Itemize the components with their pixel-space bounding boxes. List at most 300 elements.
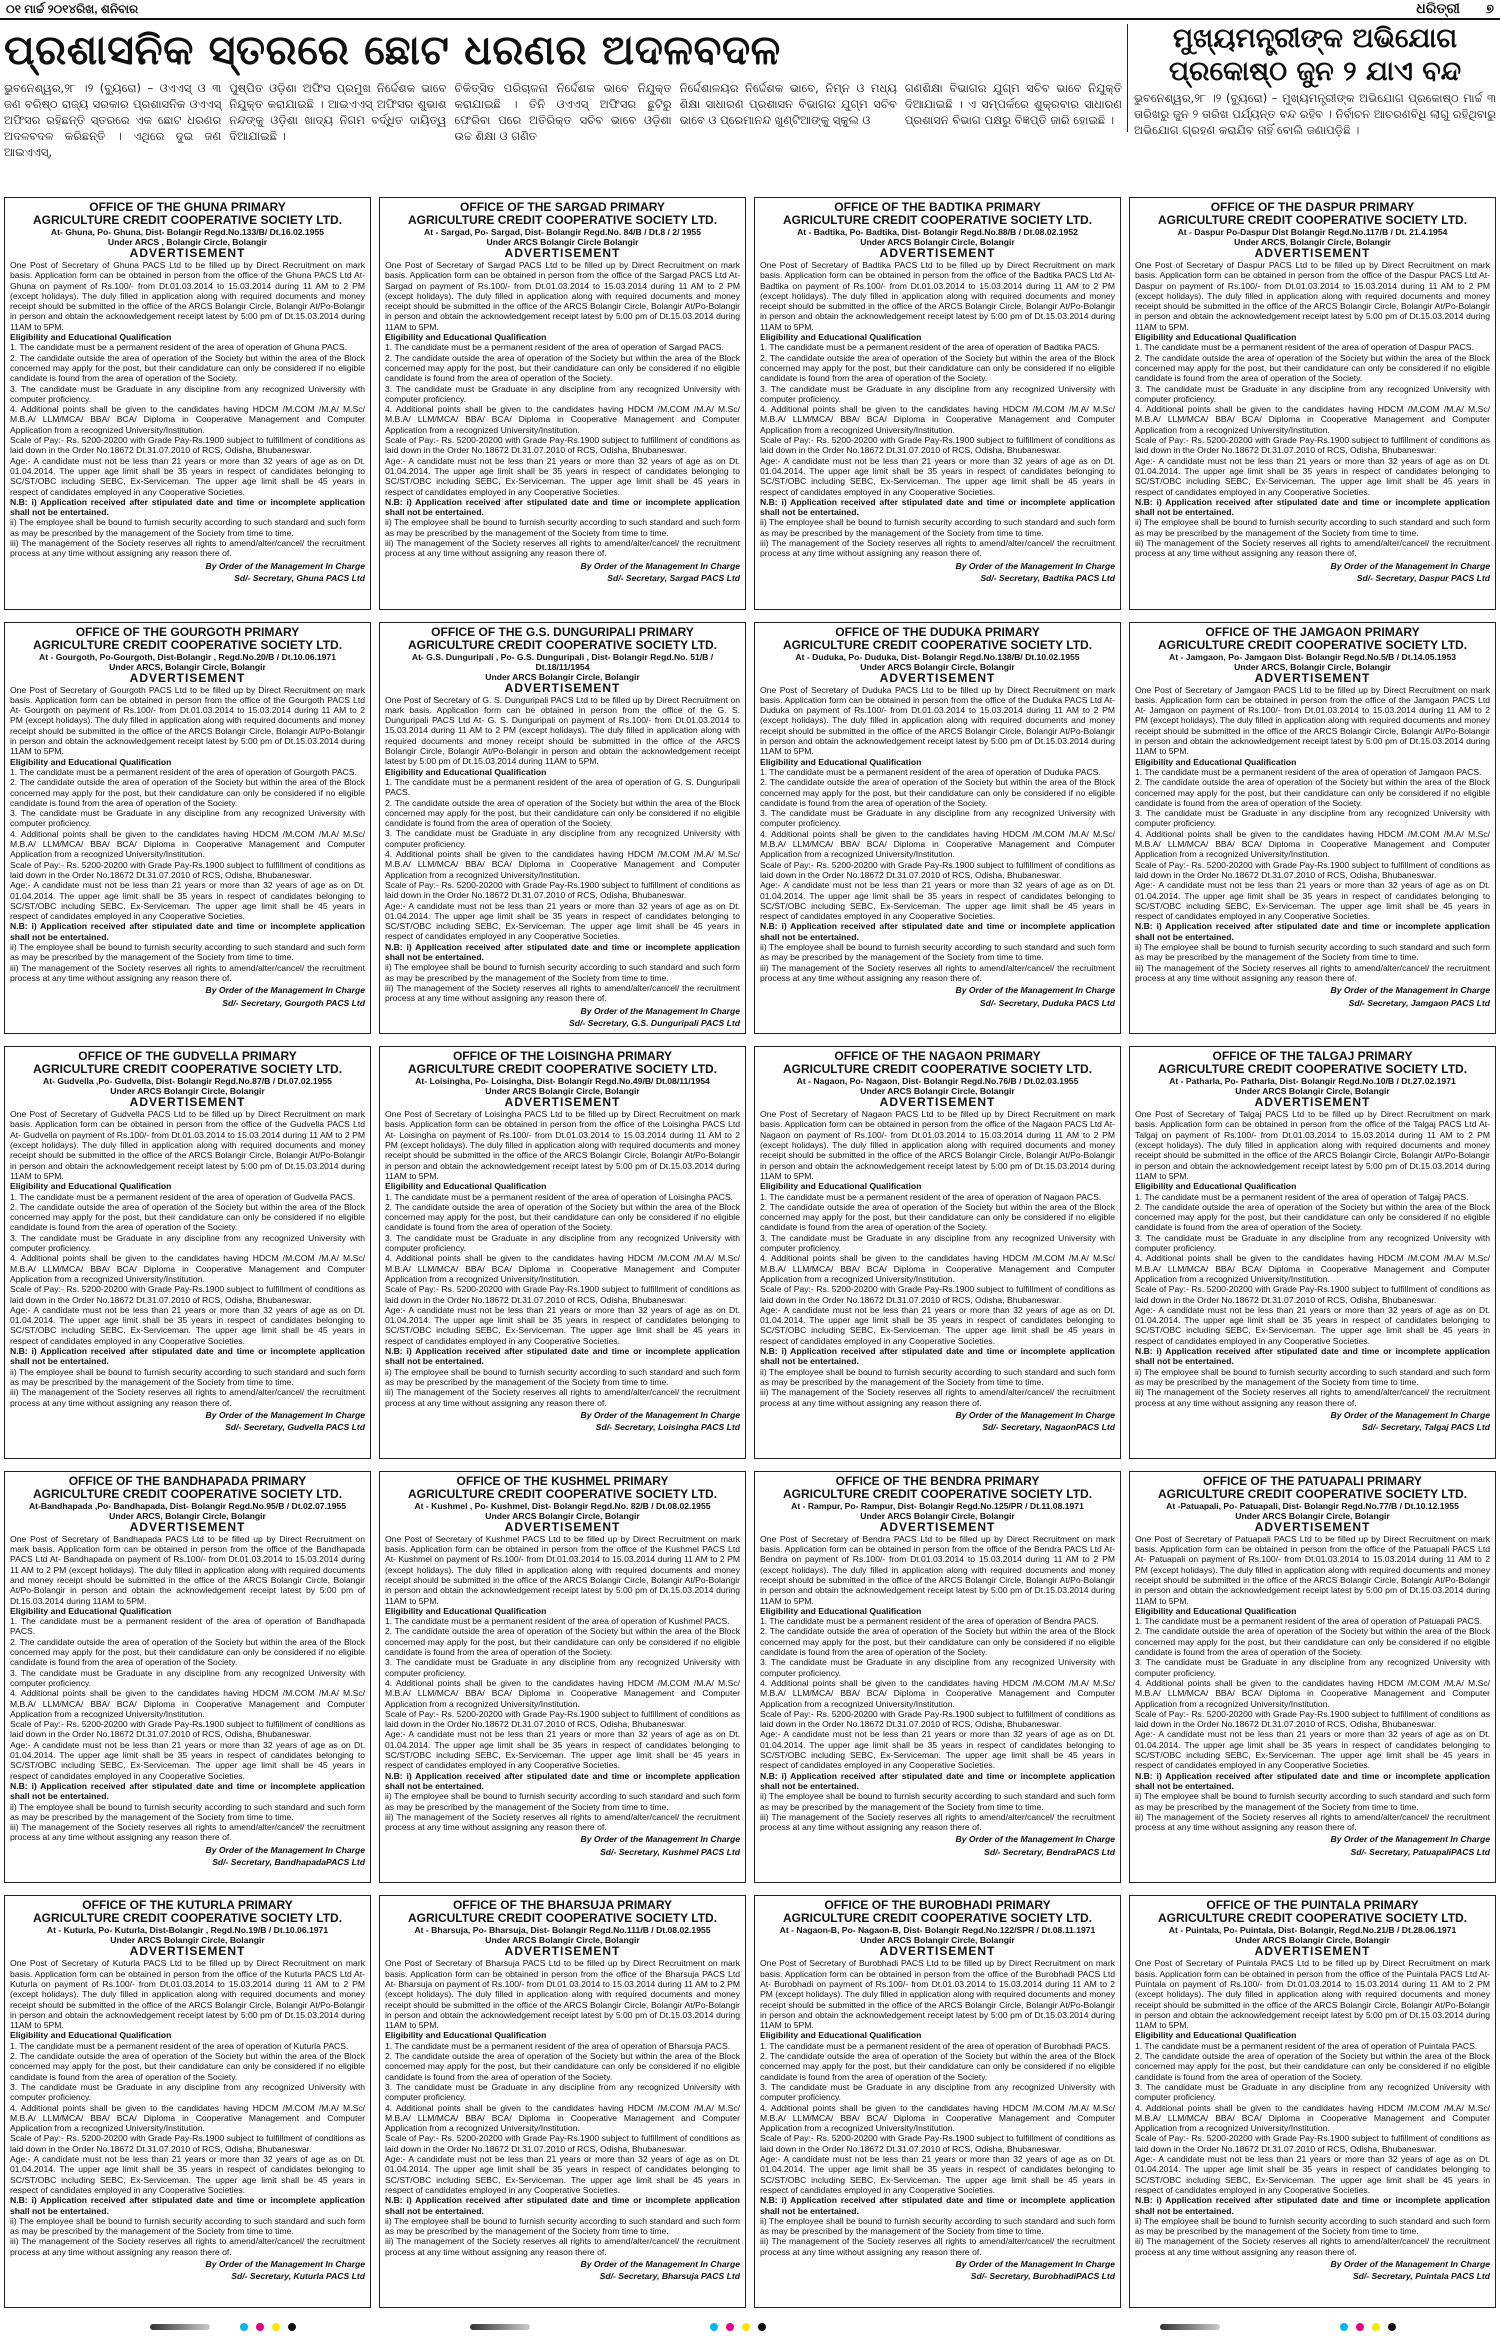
news-article-right xyxy=(1134,22,1496,137)
ad-eligibility-point: 1. The candidate must be a permanent resident of the area of operation of Ghuna PACS. xyxy=(10,342,347,353)
ad-note: N.B: i) Application received after stipulated date and time or incomplete application shall not be entertained. xyxy=(1135,1770,1490,1791)
ad-note: iii) The management of the Society reserves all rights to amend/alter/cancel/ the recruitment process at any time without assigning any reason there of. xyxy=(1135,2236,1490,2257)
advertisement-box xyxy=(4,197,371,610)
ad-eligibility-title: Eligibility and Educational Qualification xyxy=(385,2030,547,2041)
ad-intro: One Post of Secretary of Bharsuja PACS Ltd to be filled up by Direct Recruitment on mark basis. Application form can be obtained in person from the office of the Bharsuja PACS Ltd At- Bharsuja on payment of Rs.100/- from Dt.01.03.2014 to 15.03.2014 during 11 AM to 2 PM (except holidays). The duly filled in application along with required documents and money receipt should be submitted in the office of the ARCS Bolangir Circle, Bolangir At/Po-Bolangir in person and obtain the acknowledgement receipt latest by 5:00 pm of Dt.15.03.2014 during 11AM to 5PM. xyxy=(385,1958,740,2031)
print-registration-strip xyxy=(0,2318,1500,2339)
ad-intro: One Post of Secretary of Kuturla PACS Ltd to be filled up by Direct Recruitment on mark basis. Application form can be obtained in person from the office of the Kuturla PACS Ltd At- Kuturla on payment of Rs.100/- from Dt.01.03.2014 to 15.03.2014 during 11 AM to 2 PM (except holidays). The duly filled in application along with required documents and money receipt should be submitted in the office of the ARCS Bolangir Circle, Bolangir At/Po-Bolangir in person and obtain the acknowledgement receipt latest by 5:00 pm of Dt.15.03.2014 during 11AM to 5PM. xyxy=(10,1958,365,2031)
ad-signature: Sd/- Secretary, Puintala PACS Ltd xyxy=(1352,2271,1490,2282)
advertisement-box xyxy=(379,1046,746,1459)
ad-note: iii) The management of the Society reserves all rights to amend/alter/cancel/ the recruitment process at any time without assigning any reason there of. xyxy=(385,1811,740,1833)
ad-pay-scale: Scale of Pay:- Rs. 5200-20200 with Grade Pay-Rs.1900 subject to fulfillment of conditions as laid down in the Order No.18672 Dt.31.07.2010 of RCS, Odisha, Bhubaneswar. xyxy=(385,879,740,901)
news-body-right: ଭୁବନେଶ୍ୱର,୨୮ ।୨ (ବ୍ୟୁରୋ) – ମୁଖ୍ୟମନ୍ତ୍ରୀଙ୍କ ଅଭିଯୋଗ ପ୍ରକୋଷ୍ଠ ମାର୍ଚ୍ଚ ୩ ତାରିଖରୁ ଜୁନ ୨ ତାରିଖ ପର୍ଯ୍ୟନ୍ତ ବନ୍ଦ ରହିବ । ନିର୍ବାଚନ ଆଚରଣବିଧି ଲାଗୁ ରହିଥିବାରୁ ଅଭିଯୋଗ ଗ୍ରହଣ କରାଯିବ ନାହିଁ ବୋଲି ଜଣାପଡ଼ିଛି । xyxy=(1134,91,1496,137)
ad-circle: Under ARCS Bolangir Circle, Bolangir xyxy=(485,671,640,682)
ad-title: AGRICULTURE CREDIT COOPERATIVE SOCIETY LTD. xyxy=(32,1486,343,1501)
ad-note: ii) The employee shall be bound to furnish security according to such standard and such form as may be prescribed by the management of the Society from time to time. xyxy=(10,517,365,538)
ad-eligibility-point: 1. The candidate must be a permanent resident of the area of operation of Gudvella PACS. xyxy=(10,1191,356,1202)
ad-intro: One Post of Secretary of Bendra PACS Ltd to be filled up by Direct Recruitment on mark basis. Application form can be obtained in person from the office of the Bendra PACS Ltd At- Bendra on payment of Rs.100/- from Dt.01.03.2014 to 15.03.2014 during 11 AM to 2 PM (except holidays). The duly filled in application along with required documents and money receipt should be submitted in the office of the ARCS Bolangir Circle, Bolangir At/Po-Bolangir in person and obtain the acknowledgement receipt latest by 5:00 pm of Dt.15.03.2014 during 11AM to 5PM. xyxy=(760,1533,1115,1606)
ad-intro: One Post of Secretary of Patuapali PACS Ltd to be filled up by Direct Recruitment on mark basis. Application form can be obtained in person from the office of the Patuapali PACS Ltd At- Patuapali on payment of Rs.100/- from Dt.01.03.2014 to 15.03.2014 during 11 AM to 2 PM (except holidays). The duly filled in application along with required documents and money receipt should be submitted in the office of the ARCS Bolangir Circle, Bolangir At/Po-Bolangir in person and obtain the acknowledgement receipt latest by 5:00 pm of Dt.15.03.2014 during 11AM to 5PM. xyxy=(1135,1533,1490,1606)
ad-address: At - Rampur, Po- Rampur, Dist- Bolangir Regd.No.125/PR / Dt.11.08.1971 xyxy=(791,1500,1084,1511)
ad-order-line: By Order of the Management In Charge xyxy=(580,560,740,571)
ad-age-limit: Age:- A candidate must not be less than 21 years or more than 32 years of age as on Dt. 01.04.2014. The upper age limit shall be 35 years in respect of candidates belonging to SC/ST/OBC including SEBC, Ex-Serviceman. The upper age limit shall be 45 years in respect of candidates employed in any Cooperative Societies. xyxy=(760,880,1115,922)
masthead-rule xyxy=(0,18,1500,20)
ad-order-line: By Order of the Management In Charge xyxy=(580,1005,740,1016)
ad-eligibility-point: 1. The candidate must be a permanent resident of the area of operation of Sargad PACS. xyxy=(385,342,724,353)
ad-title: OFFICE OF THE BADTIKA PRIMARY xyxy=(834,200,1041,214)
ad-note: ii) The employee shall be bound to furnish security according to such standard and such form as may be prescribed by the management of the Society from time to time. xyxy=(385,2215,740,2237)
magenta-dot xyxy=(1356,2323,1364,2331)
ad-eligibility-title: Eligibility and Educational Qualification xyxy=(10,2030,172,2041)
ad-note: N.B: i) Application received after stipulated date and time or incomplete application shall not be entertained. xyxy=(10,496,365,518)
ad-kind: ADVERTISEMENT xyxy=(129,1944,246,1959)
ad-note: N.B: i) Application received after stipulated date and time or incomplete application shall not be entertained. xyxy=(1135,1346,1490,1367)
ad-note: ii) The employee shall be bound to furnish security according to such standard and such form as may be prescribed by the management of the Society from time to time. xyxy=(385,517,740,538)
ad-title: OFFICE OF THE DASPUR PRIMARY xyxy=(1210,200,1415,214)
advertisement-box xyxy=(1129,1046,1496,1459)
ad-eligibility-point: 2. The candidate outside the area of operation of the Society but within the area of the Block concerned may apply for the post, but their candidature can only be considered if no eligible candidate is found from the area of operation of the Society. xyxy=(10,352,365,384)
ad-eligibility-point: 4. Additional points shall be given to the candidates having HDCM /M.COM /M.A/ M.Sc/ M.B.A/ LLM/MCA/ BBA/ BCA/ Diploma in Cooperative Management and Computer Application from a recognized University/Institution. xyxy=(385,1677,740,1709)
ad-kind: ADVERTISEMENT xyxy=(129,670,246,685)
ad-title: OFFICE OF THE GOURGOTH PRIMARY xyxy=(75,624,300,639)
ad-eligibility-point: 3. The candidate must be Graduate in any discipline from any recognized University with computer proficiency. xyxy=(1135,2081,1490,2103)
ad-eligibility-point: 4. Additional points shall be given to the candidates having HDCM /M.COM /M.A/ M.Sc/ M.B.A/ LLM/MCA/ BBA/ BCA/ Diploma in Cooperative Management and Computer Application from a recognized University/Institution. xyxy=(1135,404,1490,435)
ad-pay-scale: Scale of Pay:- Rs. 5200-20200 with Grade Pay-Rs.1900 subject to fulfillment of conditions as laid down in the Order No.18672 Dt.31.07.2010 of RCS, Odisha, Bhubaneswar. xyxy=(760,1284,1115,1305)
ad-signature: Sd/- Secretary, Ghuna PACS Ltd xyxy=(234,572,365,583)
ad-signature: Sd/- Secretary, Sargad PACS Ltd xyxy=(607,572,740,583)
ad-address: At - Daspur Po-Daspur Dist Bolangir Regd.No.117/B / Dt. 21.4.1954 xyxy=(1177,227,1448,237)
ad-signature: Sd/- Secretary, PatuapaliPACS Ltd xyxy=(1350,1846,1490,1857)
ad-title: AGRICULTURE CREDIT COOPERATIVE SOCIETY LTD. xyxy=(32,1911,343,1926)
ad-intro: One Post of Secretary of G. S. Dunguripali PACS Ltd to be filled up by Direct Recruitment on mark basis. Application form can be obtained in person from the office of the G. S. Dunguripali PACS Ltd At- G. S. Dunguripali on payment of Rs.100/- from Dt.01.03.2014 to 15.03.2014 during 11 AM to 2 PM (except holidays). The duly filled in application along with required documents and money receipt should be submitted in the office of the ARCS Bolangir Circle, Bolangir At/Po-Bolangir in person and obtain the acknowledgement receipt latest by 5:00 pm of Dt.15.03.2014 during 11AM to 5PM. xyxy=(385,694,740,767)
advertisement-box xyxy=(1129,197,1496,610)
ad-pay-scale: Scale of Pay:- Rs. 5200-20200 with Grade Pay-Rs.1900 subject to fulfillment of conditions as laid down in the Order No.18672 Dt.31.07.2010 of RCS, Odisha, Bhubaneswar. xyxy=(1135,1284,1490,1305)
yellow-dot xyxy=(1372,2323,1380,2331)
ad-title: AGRICULTURE CREDIT COOPERATIVE SOCIETY LTD. xyxy=(1157,637,1468,652)
news-body-columns xyxy=(4,80,1123,159)
ad-signature: Sd/- Secretary, Daspur PACS Ltd xyxy=(1356,572,1490,583)
ad-note: N.B: i) Application received after stipulated date and time or incomplete application shall not be entertained. xyxy=(1135,2195,1490,2216)
ad-address: At - Kushmel , Po- Kushmel, Dist- Bolangir Regd.No. 82/B / Dt.08.02.1955 xyxy=(414,1500,711,1511)
ad-note: ii) The employee shall be bound to furnish security according to such standard and such form as may be prescribed by the management of the Society from time to time. xyxy=(1135,1366,1490,1387)
ad-circle: Under ARCS Bolangir Circle, Bolangir xyxy=(110,1935,265,1946)
ad-intro: One Post of Secretary of Kushmel PACS Ltd to be filled up by Direct Recruitment on mark basis. Application form can be obtained in person from the office of the Kushmel PACS Ltd At- Kushmel on payment of Rs.100/- from Dt.01.03.2014 to 15.03.2014 during 11 AM to 2 PM (except holidays). The duly filled in application along with required documents and money receipt should be submitted in the office of the ARCS Bolangir Circle, Bolangir At/Po-Bolangir in person and obtain the acknowledgement receipt latest by 5:00 pm of Dt.15.03.2014 during 11AM to 5PM. xyxy=(385,1533,740,1606)
advertisement-box xyxy=(1129,1895,1496,2308)
cyan-dot xyxy=(240,2323,248,2331)
ad-eligibility-point: 1. The candidate must be a permanent resident of the area of operation of Kuturla PACS. xyxy=(10,2040,349,2051)
ad-eligibility-title: Eligibility and Educational Qualification xyxy=(1135,1181,1297,1192)
ad-note: iii) The management of the Society reserves all rights to amend/alter/cancel/ the recruitment process at any time without assigning any reason there of. xyxy=(385,982,740,1004)
ad-note: ii) The employee shall be bound to furnish security according to such standard and such form as may be prescribed by the management of the Society from time to time. xyxy=(760,1366,1115,1387)
ad-address: At - Sargad, Po- Sargad, Dist- Bolangir Regd.No. 84/B / Dt.8 / 2/ 1955 xyxy=(424,227,701,237)
ad-address: At- Loisingha, Po- Loisingha, Dist- Bolangir Regd.No.49/B/ Dt.08/11/1954 xyxy=(415,1076,710,1087)
ad-note: ii) The employee shall be bound to furnish security according to such standard and such form as may be prescribed by the management of the Society from time to time. xyxy=(385,962,740,983)
ad-pay-scale: Scale of Pay:- Rs. 5200-20200 with Grade Pay-Rs.1900 subject to fulfillment of conditions as laid down in the Order No.18672 Dt.31.07.2010 of RCS, Odisha, Bhubaneswar. xyxy=(760,435,1115,456)
ad-pay-scale: Scale of Pay:- Rs. 5200-20200 with Grade Pay-Rs.1900 subject to fulfillment of conditions as laid down in the Order No.18672 Dt.31.07.2010 of RCS, Odisha, Bhubaneswar. xyxy=(10,1719,365,1740)
ad-kind: ADVERTISEMENT xyxy=(879,670,996,685)
ad-eligibility-title: Eligibility and Educational Qualification xyxy=(760,1181,922,1192)
ad-circle: Under ARCS Bolangir Circle, Bolangir xyxy=(860,1086,1015,1097)
ad-intro: One Post of Secretary of Badtika PACS Ltd to be filled up by Direct Recruitment on mark basis. Application form can be obtained in person from the office of the Badtika PACS Ltd At- Badtika on payment of Rs.100/- from Dt.01.03.2014 to 15.03.2014 during 11 AM to 2 PM (except holidays). The duly filled in application along with required documents and money receipt should be submitted in the office of the ARCS Bolangir Circle, Bolangir At/Po-Bolangir in person and obtain the acknowledgement receipt latest by 5:00 pm of Dt.15.03.2014 during 11AM to 5PM. xyxy=(760,260,1115,332)
ad-signature: Sd/- Secretary, Talgaj PACS Ltd xyxy=(1361,1422,1490,1433)
ad-eligibility-title: Eligibility and Educational Qualification xyxy=(760,332,922,343)
issue-date: ୦୧ ମାର୍ଚ୍ଚ ୨୦୧୪ରିଖ, ଶନିବାର xyxy=(6,2,139,16)
advertisement-box xyxy=(4,1471,371,1884)
ad-order-line: By Order of the Management In Charge xyxy=(955,560,1115,571)
ad-age-limit: Age:- A candidate must not be less than 21 years or more than 32 years of age as on Dt. 01.04.2014. The upper age limit shall be 35 years in respect of candidates belonging to SC/ST/OBC including SEBC, Ex-Serviceman. The upper age limit shall be 45 years in respect of candidates employed in any Cooperative Societies. xyxy=(10,1304,365,1346)
ad-eligibility-title: Eligibility and Educational Qualification xyxy=(385,332,547,343)
page-number: ୭ xyxy=(1486,1,1494,16)
ad-eligibility-point: 4. Additional points shall be given to the candidates having HDCM /M.COM /M.A/ M.Sc/ M.B.A/ LLM/MCA/ BBA/ BCA/ Diploma in Cooperative Management and Computer Application from a recognized University/Institution. xyxy=(385,2102,740,2134)
ad-note: iii) The management of the Society reserves all rights to amend/alter/cancel/ the recruitment process at any time without assigning any reason there of. xyxy=(10,962,365,983)
advertisement-box xyxy=(4,622,371,1035)
ad-intro: One Post of Secretary of Duduka PACS Ltd to be filled up by Direct Recruitment on mark basis. Application form can be obtained in person from the office of the Duduka PACS Ltd At- Duduka on payment of Rs.100/- from Dt.01.03.2014 to 15.03.2014 during 11 AM to 2 PM (except holidays). The duly filled in application along with required documents and money receipt should be submitted in the office of the ARCS Bolangir Circle, Bolangir At/Po-Bolangir in person and obtain the acknowledgement receipt latest by 5:00 pm of Dt.15.03.2014 during 11AM to 5PM. xyxy=(760,684,1115,757)
ad-eligibility-point: 3. The candidate must be Graduate in any discipline from any recognized University with computer proficiency. xyxy=(385,383,740,404)
ad-order-line: By Order of the Management In Charge xyxy=(580,1834,740,1845)
ad-address: At - Jamgaon, Po- Jamgaon Dist- Bolangir Regd.No.5/B / Dt.14.05.1953 xyxy=(1169,651,1456,662)
ad-pay-scale: Scale of Pay:- Rs. 5200-20200 with Grade Pay-Rs.1900 subject to fulfillment of conditions as laid down in the Order No.18672 Dt.31.07.2010 of RCS, Odisha, Bhubaneswar. xyxy=(10,435,365,456)
ad-note: N.B: i) Application received after stipulated date and time or incomplete application shall not be entertained. xyxy=(760,1346,1115,1367)
ad-title: OFFICE OF THE DUDUKA PRIMARY xyxy=(835,624,1040,639)
ad-eligibility-point: 3. The candidate must be Graduate in any discipline from any recognized University with computer proficiency. xyxy=(1135,383,1490,404)
advertisement-grid xyxy=(4,197,1496,2308)
ad-eligibility-point: 4. Additional points shall be given to the candidates having HDCM /M.COM /M.A/ M.Sc/ M.B.A/ LLM/MCA/ BBA/ BCA/ Diploma in Cooperative Management and Computer Application from a recognized University/Institution. xyxy=(1135,1253,1490,1284)
ad-age-limit: Age:- A candidate must not be less than 21 years or more than 32 years of age as on Dt. 01.04.2014. The upper age limit shall be 35 years in respect of candidates belonging to SC/ST/OBC including SEBC, Ex-Serviceman. The upper age limit shall be 45 years in respect of candidates employed in any Cooperative Societies. xyxy=(10,2154,365,2195)
ad-age-limit: Age:- A candidate must not be less than 21 years or more than 32 years of age as on Dt. 01.04.2014. The upper age limit shall be 35 years in respect of candidates belonging to SC/ST/OBC including SEBC, Ex-Serviceman. The upper age limit shall be 45 years in respect of candidates employed in any Cooperative Societies. xyxy=(10,455,365,497)
ad-pay-scale: Scale of Pay:- Rs. 5200-20200 with Grade Pay-Rs.1900 subject to fulfillment of conditions as laid down in the Order No.18672 Dt.31.07.2010 of RCS, Odisha, Bhubaneswar. xyxy=(1135,435,1490,456)
ad-note: N.B: i) Application received after stipulated date and time or incomplete application shall not be entertained. xyxy=(385,2195,740,2216)
ad-circle: Under ARCS Bolangir Circle, Bolangir xyxy=(860,1935,1015,1946)
ad-eligibility-point: 1. The candidate must be a permanent resident of the area of operation of Bandhapada PACS. xyxy=(10,1616,365,1637)
ad-eligibility-point: 4. Additional points shall be given to the candidates having HDCM /M.COM /M.A/ M.Sc/ M.B.A/ LLM/MCA/ BBA/ BCA/ Diploma in Cooperative Management and Computer Application from a recognized University/Institution. xyxy=(760,828,1115,860)
ad-age-limit: Age:- A candidate must not be less than 21 years or more than 32 years of age as on Dt. 01.04.2014. The upper age limit shall be 35 years in respect of candidates belonging to SC/ST/OBC including SEBC, Ex-Serviceman. The upper age limit shall be 45 years in respect of candidates employed in any Cooperative Societies. xyxy=(1135,880,1490,922)
ad-eligibility-title: Eligibility and Educational Qualification xyxy=(1135,1605,1297,1616)
ad-note: ii) The employee shall be bound to furnish security according to such standard and such form as may be prescribed by the management of the Society from time to time. xyxy=(1135,1791,1490,1812)
ad-order-line: By Order of the Management In Charge xyxy=(955,2259,1115,2269)
ad-title: AGRICULTURE CREDIT COOPERATIVE SOCIETY LTD. xyxy=(407,213,718,227)
ad-signature: Sd/- Secretary, Duduka PACS Ltd xyxy=(979,997,1115,1008)
ad-note: ii) The employee shall be bound to furnish security according to such standard and such form as may be prescribed by the management of the Society from time to time. xyxy=(385,1791,740,1812)
ad-age-limit: Age:- A candidate must not be less than 21 years or more than 32 years of age as on Dt. 01.04.2014. The upper age limit shall be 35 years in respect of candidates belonging to SC/ST/OBC including SEBC, Ex-Serviceman. The upper age limit shall be 45 years in respect of candidates employed in any Cooperative Societies. xyxy=(760,1304,1115,1346)
ad-signature: Sd/- Secretary, BandhapadaPACS Ltd xyxy=(212,1857,365,1867)
ad-eligibility-point: 2. The candidate outside the area of operation of the Society but within the area of the Block concerned may apply for the post, but their candidature can only be considered if no eligible candidate is found from the area of operation of the Society. xyxy=(385,2051,740,2082)
ad-intro: One Post of Secretary of Ghuna PACS Ltd to be filled up by Direct Recruitment on mark basis. Application form can be obtained in person from the office of the Ghuna PACS Ltd At- Ghuna on payment of Rs.100/- from Dt.01.03.2014 to 15.03.2014 during 11 AM to 2 PM (except holidays). The duly filled in application along with required documents and money receipt should be submitted in the office of the ARCS Bolangir Circle, Bolangir At/Po-Bolangir in person and obtain the acknowledgement receipt latest by 5:00 pm of Dt.15.03.2014 during 11AM to 5PM. xyxy=(10,260,365,332)
news-column: ପୁଷ୍ପିତ ଓଡ଼ିଶା ଅଫିସ ପ୍ରମୁଖ ନିର୍ଦ୍ଦେଶକ ଭାବେ ନିଯୁକ୍ତ କରାଯାଇଛି । ଆଇଏଏସ୍ ଅଫିସର ଶୁଭାଶ ନନ୍ଦଙ୍କୁ ଓଡ଼ିଶା ଖାଦ୍ୟ ନିଗମ ବର୍ଦ୍ଧିତ ଦାୟିତ୍ୱ ଦିଆଯାଇଛି । xyxy=(229,81,447,143)
ad-title: AGRICULTURE CREDIT COOPERATIVE SOCIETY LTD. xyxy=(407,1486,718,1501)
ad-address: At - Badtika, Po- Badtika, Dist- Bolangir Regd.No.88/B / Dt.08.02.1952 xyxy=(797,227,1078,237)
ad-title: OFFICE OF THE TALGAJ PRIMARY xyxy=(1212,1049,1413,1064)
ad-note: ii) The employee shall be bound to furnish security according to such standard and such form as may be prescribed by the management of the Society from time to time. xyxy=(10,1801,365,1822)
ad-intro: One Post of Secretary of Talgaj PACS Ltd to be filled up by Direct Recruitment on mark basis. Application form can be obtained in person from the office of the Talgaj PACS Ltd At- Talgaj on payment of Rs.100/- from Dt.01.03.2014 to 15.03.2014 during 11 AM to 2 PM (except holidays). The duly filled in application along with required documents and money receipt should be submitted in the office of the ARCS Bolangir Circle, Bolangir At/Po-Bolangir in person and obtain the acknowledgement receipt latest by 5:00 pm of Dt.15.03.2014 during 11AM to 5PM. xyxy=(1135,1109,1490,1181)
ad-eligibility-point: 1. The candidate must be a permanent resident of the area of operation of Loisingha PACS. xyxy=(385,1191,733,1202)
ad-note: ii) The employee shall be bound to furnish security according to such standard and such form as may be prescribed by the management of the Society from time to time. xyxy=(10,1366,365,1387)
ad-signature: Sd/- Secretary, Kushmel PACS Ltd xyxy=(600,1846,740,1857)
ad-age-limit: Age:- A candidate must not be less than 21 years or more than 32 years of age as on Dt. 01.04.2014. The upper age limit shall be 35 years in respect of candidates belonging to SC/ST/OBC including SEBC, Ex-Serviceman. The upper age limit shall be 45 years in respect of candidates employed in any Cooperative Societies. xyxy=(10,1739,365,1781)
ad-title: AGRICULTURE CREDIT COOPERATIVE SOCIETY LTD. xyxy=(782,1062,1093,1077)
ad-title: AGRICULTURE CREDIT COOPERATIVE SOCIETY LTD. xyxy=(32,213,343,227)
ad-signature: Sd/- Secretary, Badtika PACS Ltd xyxy=(980,572,1115,583)
advertisement-box xyxy=(754,1895,1121,2308)
ad-eligibility-title: Eligibility and Educational Qualification xyxy=(1135,332,1297,343)
ad-circle: Under ARCS Bolangir Circle, Bolangir xyxy=(860,1510,1015,1521)
ad-title: OFFICE OF THE LOISINGHA PRIMARY xyxy=(452,1049,673,1064)
ad-order-line: By Order of the Management In Charge xyxy=(205,985,365,996)
ad-note: N.B: i) Application received after stipulated date and time or incomplete application shall not be entertained. xyxy=(10,921,365,942)
ad-eligibility-point: 4. Additional points shall be given to the candidates having HDCM /M.COM /M.A/ M.Sc/ M.B.A/ LLM/MCA/ BBA/ BCA/ Diploma in Cooperative Management and Computer Application from a recognized University/Institution. xyxy=(1135,828,1490,860)
ad-order-line: By Order of the Management In Charge xyxy=(205,1844,365,1855)
ad-signature: Sd/- Secretary, Jamgaon PACS Ltd xyxy=(1348,997,1490,1008)
ad-note: N.B: i) Application received after stipulated date and time or incomplete application shall not be entertained. xyxy=(760,1770,1115,1791)
ad-kind: ADVERTISEMENT xyxy=(504,1944,621,1959)
ad-signature: Sd/- Secretary, G.S. Dunguripali PACS Ltd xyxy=(569,1017,740,1028)
magenta-dot xyxy=(256,2323,264,2331)
ad-intro: One Post of Secretary of Burobhadi PACS Ltd to be filled up by Direct Recruitment on mark basis. Application form can be obtained in person from the office of the Burobhadi PACS Ltd At- Burobhadi on payment of Rs.100/- from Dt.01.03.2014 to 15.03.2014 during 11 AM to 2 PM (except holidays). The duly filled in application along with required documents and money receipt should be submitted in the office of the ARCS Bolangir Circle, Bolangir At/Po-Bolangir in person and obtain the acknowledgement receipt latest by 5:00 pm of Dt.15.03.2014 during 11AM to 5PM. xyxy=(760,1958,1115,2031)
ad-eligibility-point: 3. The candidate must be Graduate in any discipline from any recognized University with computer proficiency. xyxy=(385,828,740,849)
ad-eligibility-title: Eligibility and Educational Qualification xyxy=(1135,2030,1297,2041)
ad-age-limit: Age:- A candidate must not be less than 21 years or more than 32 years of age as on Dt. 01.04.2014. The upper age limit shall be 35 years in respect of candidates belonging to SC/ST/OBC including SEBC, Ex-Serviceman. The upper age limit shall be 45 years in respect of candidates employed in any Cooperative Societies. xyxy=(385,1304,740,1346)
ad-eligibility-point: 3. The candidate must be Graduate in any discipline from any recognized University with computer proficiency. xyxy=(760,383,1115,404)
ad-address: At- G.S. Dunguripali , Po- G.S. Dunguripali , Dist- Bolangir Regd.No. 51/B / Dt.18/11/1954 xyxy=(411,651,714,672)
news-column: ଭୁବନେଶ୍ୱର,୨୮ ।୨ (ବ୍ୟୁରୋ) – ଓଏଏସ୍ ଓ ୩ ଜଣ ବରିଷ୍ଠ ରାଜ୍ୟ ସରକାର ପ୍ରଶାସନିକ ଓଏଏସ୍ ଅଫିସର ରହିଛନ୍ତି ସ୍ତରରେ ଏକ ଛୋଟ ଧରଣର ଅଦଳବଦଳ କରିଛନ୍ତି । ଏଥିରେ ଦୁଇ ଜଣ ଆଇଏଏସ୍, xyxy=(4,81,222,159)
ad-note: iii) The management of the Society reserves all rights to amend/alter/cancel/ the recruitment process at any time without assigning any reason there of. xyxy=(385,538,740,559)
ad-eligibility-title: Eligibility and Educational Qualification xyxy=(10,756,172,767)
ad-note: N.B: i) Application received after stipulated date and time or incomplete application shall not be entertained. xyxy=(10,1780,365,1802)
advertisement-box xyxy=(754,622,1121,1035)
ad-eligibility-title: Eligibility and Educational Qualification xyxy=(760,756,922,767)
ad-age-limit: Age:- A candidate must not be less than 21 years or more than 32 years of age as on Dt. 01.04.2014. The upper age limit shall be 35 years in respect of candidates belonging to SC/ST/OBC including SEBC, Ex-Serviceman. The upper age limit shall be 45 years in respect of candidates employed in any Cooperative Societies. xyxy=(385,2154,740,2195)
ad-circle: Under ARCS Bolangir Circle, Bolangir xyxy=(1235,1510,1390,1521)
ad-title: OFFICE OF THE BANDHAPADA PRIMARY xyxy=(68,1473,307,1488)
ad-note: iii) The management of the Society reserves all rights to amend/alter/cancel/ the recruitment process at any time without assigning any reason there of. xyxy=(1135,538,1490,559)
ad-order-line: By Order of the Management In Charge xyxy=(205,1409,365,1420)
ad-order-line: By Order of the Management In Charge xyxy=(205,560,365,571)
ad-title: OFFICE OF THE KUTURLA PRIMARY xyxy=(82,1898,293,1913)
ad-intro: One Post of Secretary of Gourgoth PACS Ltd to be filled up by Direct Recruitment on mark basis. Application form can be obtained in person from the office of the Gourgoth PACS Ltd At- Gourgoth on payment of Rs.100/- from Dt.01.03.2014 to 15.03.2014 during 11 AM to 2 PM (except holidays). The duly filled in application along with required documents and money receipt should be submitted in the office of the ARCS Bolangir Circle, Bolangir At/Po-Bolangir in person and obtain the acknowledgement receipt latest by 5:00 pm of Dt.15.03.2014 during 11AM to 5PM. xyxy=(10,684,365,757)
ad-intro: One Post of Secretary of Loisingha PACS Ltd to be filled up by Direct Recruitment on mark basis. Application form can be obtained in person from the office of the Loisingha PACS Ltd At- Loisingha on payment of Rs.100/- from Dt.01.03.2014 to 15.03.2014 during 11 AM to 2 PM (except holidays). The duly filled in application along with required documents and money receipt should be submitted in the office of the ARCS Bolangir Circle, Bolangir At/Po-Bolangir in person and obtain the acknowledgement receipt latest by 5:00 pm of Dt.15.03.2014 during 11AM to 5PM. xyxy=(385,1109,740,1181)
ad-note: ii) The employee shall be bound to furnish security according to such standard and such form as may be prescribed by the management of the Society from time to time. xyxy=(10,2215,365,2237)
ad-age-limit: Age:- A candidate must not be less than 21 years or more than 32 years of age as on Dt. 01.04.2014. The upper age limit shall be 35 years in respect of candidates belonging to SC/ST/OBC including SEBC, Ex-Serviceman. The upper age limit shall be 45 years in respect of candidates employed in any Cooperative Societies. xyxy=(1135,1304,1490,1346)
ad-eligibility-point: 2. The candidate outside the area of operation of the Society but within the area of the Block concerned may apply for the post, but their candidature can only be considered if no eligible candidate is found from the area of operation of the Society. xyxy=(1135,777,1490,808)
advertisement-box xyxy=(754,1471,1121,1884)
ad-age-limit: Age:- A candidate must not be less than 21 years or more than 32 years of age as on Dt. 01.04.2014. The upper age limit shall be 35 years in respect of candidates belonging to SC/ST/OBC including SEBC, Ex-Serviceman. The upper age limit shall be 45 years in respect of candidates employed in any Cooperative Societies. xyxy=(760,1729,1115,1771)
ad-intro: One Post of Secretary of Nagaon PACS Ltd to be filled up by Direct Recruitment on mark basis. Application form can be obtained in person from the office of the Nagaon PACS Ltd At- Nagaon on payment of Rs.100/- from Dt.01.03.2014 to 15.03.2014 during 11 AM to 2 PM (except holidays). The duly filled in application along with required documents and money receipt should be submitted in the office of the ARCS Bolangir Circle, Bolangir At/Po-Bolangir in person and obtain the acknowledgement receipt latest by 5:00 pm of Dt.15.03.2014 during 11AM to 5PM. xyxy=(760,1109,1115,1181)
magenta-dot xyxy=(726,2323,734,2331)
ad-eligibility-point: 4. Additional points shall be given to the candidates having HDCM /M.COM /M.A/ M.Sc/ M.B.A/ LLM/MCA/ BBA/ BCA/ Diploma in Cooperative Management and Computer Application from a recognized University/Institution. xyxy=(385,1253,740,1284)
ad-kind: ADVERTISEMENT xyxy=(504,1519,621,1534)
ad-eligibility-title: Eligibility and Educational Qualification xyxy=(10,1605,172,1616)
black-dot xyxy=(1388,2323,1396,2331)
ad-note: ii) The employee shall be bound to furnish security according to such standard and such form as may be prescribed by the management of the Society from time to time. xyxy=(10,942,365,963)
ad-kind: ADVERTISEMENT xyxy=(129,246,246,260)
ad-eligibility-point: 2. The candidate outside the area of operation of the Society but within the area of the Block concerned may apply for the post, but their candidature can only be considered if no eligible candidate is found from the area of operation of the Society. xyxy=(760,352,1115,384)
ad-note: iii) The management of the Society reserves all rights to amend/alter/cancel/ the recruitment process at any time without assigning any reason there of. xyxy=(760,2236,1115,2257)
ad-eligibility-point: 3. The candidate must be Graduate in any discipline from any recognized University with computer proficiency. xyxy=(1135,1232,1490,1254)
ad-signature: Sd/- Secretary, Bharsuja PACS Ltd xyxy=(599,2271,740,2282)
ad-eligibility-point: 4. Additional points shall be given to the candidates having HDCM /M.COM /M.A/ M.Sc/ M.B.A/ LLM/MCA/ BBA/ BCA/ Diploma in Cooperative Management and Computer Application from a recognized University/Institution. xyxy=(385,404,740,435)
ad-eligibility-point: 2. The candidate outside the area of operation of the Society but within the area of the Block concerned may apply for the post, but their candidature can only be considered if no eligible candidate is found from the area of operation of the Society. xyxy=(385,797,740,829)
ad-eligibility-title: Eligibility and Educational Qualification xyxy=(385,766,547,777)
ad-eligibility-point: 3. The candidate must be Graduate in any discipline from any recognized University with computer proficiency. xyxy=(10,2081,365,2103)
ad-title: OFFICE OF THE BHARSUJA PRIMARY xyxy=(452,1898,673,1913)
ad-order-line: By Order of the Management In Charge xyxy=(580,1409,740,1420)
registration-bar xyxy=(150,2324,210,2330)
ad-order-line: By Order of the Management In Charge xyxy=(1330,560,1490,571)
ad-note: N.B: i) Application received after stipulated date and time or incomplete application shall not be entertained. xyxy=(385,941,740,963)
ad-eligibility-point: 4. Additional points shall be given to the candidates having HDCM /M.COM /M.A/ M.Sc/ M.B.A/ LLM/MCA/ BBA/ BCA/ Diploma in Cooperative Management and Computer Application from a recognized University/Institution. xyxy=(760,2102,1115,2134)
ad-age-limit: Age:- A candidate must not be less than 21 years or more than 32 years of age as on Dt. 01.04.2014. The upper age limit shall be 35 years in respect of candidates belonging to SC/ST/OBC including SEBC, Ex-Serviceman. The upper age limit shall be 45 years in respect of candidates employed in any Cooperative Societies. xyxy=(1135,2154,1490,2195)
ad-order-line: By Order of the Management In Charge xyxy=(1330,1409,1490,1420)
ad-pay-scale: Scale of Pay:- Rs. 5200-20200 with Grade Pay-Rs.1900 subject to fulfillment of conditions as laid down in the Order No.18672 Dt.31.07.2010 of RCS, Odisha, Bhubaneswar. xyxy=(760,1708,1115,1730)
ad-circle: Under ARCS Bolangir Circle, Bolangir xyxy=(485,1086,640,1097)
ad-intro: One Post of Secretary of Jamgaon PACS Ltd to be filled up by Direct Recruitment on mark basis. Application form can be obtained in person from the office of the Jamgaon PACS Ltd At- Jamgaon on payment of Rs.100/- from Dt.01.03.2014 to 15.03.2014 during 11 AM to 2 PM (except holidays). The duly filled in application along with required documents and money receipt should be submitted in the office of the ARCS Bolangir Circle, Bolangir At/Po-Bolangir in person and obtain the acknowledgement receipt latest by 5:00 pm of Dt.15.03.2014 during 11AM to 5PM. xyxy=(1135,684,1490,757)
ad-eligibility-title: Eligibility and Educational Qualification xyxy=(760,2030,922,2041)
ad-title: OFFICE OF THE GUDVELLA PRIMARY xyxy=(78,1049,297,1064)
newspaper-brand: ଧରିତ୍ରୀ xyxy=(1416,0,1460,16)
ad-intro: One Post of Secretary of Puintala PACS Ltd to be filled up by Direct Recruitment on mark basis. Application form can be obtained in person from the office of the Puintala PACS Ltd At- Puintala on payment of Rs.100/- from Dt.01.03.2014 to 15.03.2014 during 11 AM to 2 PM (except holidays). The duly filled in application along with required documents and money receipt should be submitted in the office of the ARCS Bolangir Circle, Bolangir At/Po-Bolangir in person and obtain the acknowledgement receipt latest by 5:00 pm of Dt.15.03.2014 during 11AM to 5PM. xyxy=(1135,1958,1490,2031)
ad-eligibility-point: 2. The candidate outside the area of operation of the Society but within the area of the Block concerned may apply for the post, but their candidature can only be considered if no eligible candidate is found from the area of operation of the Society. xyxy=(10,777,365,808)
ad-pay-scale: Scale of Pay:- Rs. 5200-20200 with Grade Pay-Rs.1900 subject to fulfillment of conditions as laid down in the Order No.18672 Dt.31.07.2010 of RCS, Odisha, Bhubaneswar. xyxy=(760,859,1115,880)
ad-title: AGRICULTURE CREDIT COOPERATIVE SOCIETY LTD. xyxy=(1157,1062,1468,1077)
ad-title: AGRICULTURE CREDIT COOPERATIVE SOCIETY LTD. xyxy=(32,1062,343,1077)
ad-age-limit: Age:- A candidate must not be less than 21 years or more than 32 years of age as on Dt. 01.04.2014. The upper age limit shall be 35 years in respect of candidates belonging to SC/ST/OBC including SEBC, Ex-Serviceman. The upper age limit shall be 45 years in respect of candidates employed in any Cooperative Societies. xyxy=(385,455,740,497)
ad-title: OFFICE OF THE KUSHMEL PRIMARY xyxy=(456,1473,669,1488)
ad-title: AGRICULTURE CREDIT COOPERATIVE SOCIETY LTD. xyxy=(782,1911,1093,1926)
ad-kind: ADVERTISEMENT xyxy=(129,1095,246,1110)
ad-pay-scale: Scale of Pay:- Rs. 5200-20200 with Grade Pay-Rs.1900 subject to fulfillment of conditions as laid down in the Order No.18672 Dt.31.07.2010 of RCS, Odisha, Bhubaneswar. xyxy=(1135,2133,1490,2154)
news-headline-left: ପ୍ରଶାସନିକ ସ୍ତରରେ ଛୋଟ ଧରଣର ଅଦଳବଦଳ xyxy=(4,26,781,74)
ad-note: iii) The management of the Society reserves all rights to amend/alter/cancel/ the recruitment process at any time without assigning any reason there of. xyxy=(385,1387,740,1408)
advertisement-box xyxy=(1129,622,1496,1035)
ad-circle: Under ARCS Bolangir Circle Bolangir xyxy=(486,237,639,247)
ad-age-limit: Age:- A candidate must not be less than 21 years or more than 32 years of age as on Dt. 01.04.2014. The upper age limit shall be 35 years in respect of candidates belonging to SC/ST/OBC including SEBC, Ex-Serviceman. The upper age limit shall be 45 years in respect of candidates employed in any Cooperative Societies. xyxy=(385,1729,740,1771)
ad-eligibility-point: 2. The candidate outside the area of operation of the Society but within the area of the Block concerned may apply for the post, but their candidature can only be considered if no eligible candidate is found from the area of operation of the Society. xyxy=(10,2051,365,2082)
ad-eligibility-point: 2. The candidate outside the area of operation of the Society but within the area of the Block concerned may apply for the post, but their candidature can only be considered if no eligible candidate is found from the area of operation of the Society. xyxy=(385,1626,740,1658)
ad-intro: One Post of Secretary of Sargad PACS Ltd to be filled up by Direct Recruitment on mark basis. Application form can be obtained in person from the office of the Sargad PACS Ltd At- Sargad on payment of Rs.100/- from Dt.01.03.2014 to 15.03.2014 during 11 AM to 2 PM (except holidays). The duly filled in application along with required documents and money receipt should be submitted in the office of the ARCS Bolangir Circle, Bolangir At/Po-Bolangir in person and obtain the acknowledgement receipt latest by 5:00 pm of Dt.15.03.2014 during 11AM to 5PM. xyxy=(385,260,740,332)
ad-note: iii) The management of the Society reserves all rights to amend/alter/cancel/ the recruitment process at any time without assigning any reason there of. xyxy=(10,1387,365,1408)
ad-order-line: By Order of the Management In Charge xyxy=(1330,1834,1490,1845)
ad-circle: Under ARCS Bolangir Circle, Bolangir xyxy=(860,237,1015,247)
ad-pay-scale: Scale of Pay:- Rs. 5200-20200 with Grade Pay-Rs.1900 subject to fulfillment of conditions as laid down in the Order No.18672 Dt.31.07.2010 of RCS, Odisha, Bhubaneswar. xyxy=(1135,859,1490,880)
ad-address: At - Bharsuja, Po- Bharsuja, Dist- Bolangir Regd.No.111/B / Dt.08.02.1955 xyxy=(414,1925,711,1936)
ad-eligibility-title: Eligibility and Educational Qualification xyxy=(10,1181,172,1192)
ad-signature: Sd/- Secretary, Loisingha PACS Ltd xyxy=(595,1422,740,1433)
advertisement-box xyxy=(4,1895,371,2308)
news-column: ଗଣଶିକ୍ଷା ବିଭାଗର ଯୁଗ୍ମ ସଚିବ ଭାବେ ନିଯୁକ୍ତି ଦିଆଯାଇଛି । ଏ ସମ୍ପର୍କରେ ଶୁକ୍ରବାର ସାଧାରଣ ପ୍ରଶାସନ ବିଭାଗ ପକ୍ଷରୁ ବିଜ୍ଞପ୍ତି ଜାରି ହୋଇଛି । xyxy=(904,81,1123,127)
ad-eligibility-point: 3. The candidate must be Graduate in any discipline from any recognized University with computer proficiency. xyxy=(760,1657,1115,1678)
ad-eligibility-point: 4. Additional points shall be given to the candidates having HDCM /M.COM /M.A/ M.Sc/ M.B.A/ LLM/MCA/ BBA/ BCA/ Diploma in Cooperative Management and Computer Application from a recognized University/Institution. xyxy=(760,1677,1115,1709)
ad-pay-scale: Scale of Pay:- Rs. 5200-20200 with Grade Pay-Rs.1900 subject to fulfillment of conditions as laid down in the Order No.18672 Dt.31.07.2010 of RCS, Odisha, Bhubaneswar. xyxy=(385,1284,740,1305)
ad-eligibility-point: 1. The candidate must be a permanent resident of the area of operation of Gourgoth PACS. xyxy=(10,766,357,777)
ad-intro: One Post of Secretary of Bandhapada PACS Ltd to be filled up by Direct Recruitment on mark basis. Application form can be obtained in person from the office of the Bandhapada PACS Ltd At- Bandhapada on payment of Rs.100/- from Dt.01.03.2014 to 15.03.2014 during 11 AM to 2 PM (except holidays). The duly filled in application along with required documents and money receipt should be submitted in the office of the ARCS Bolangir Circle, Bolangir At/Po-Bolangir in person and obtain the acknowledgement receipt latest by 5:00 pm of Dt.15.03.2014 during 11AM to 5PM. xyxy=(10,1533,365,1606)
ad-title: OFFICE OF THE G.S. DUNGURIPALI PRIMARY xyxy=(431,624,694,639)
ad-pay-scale: Scale of Pay:- Rs. 5200-20200 with Grade Pay-Rs.1900 subject to fulfillment of conditions as laid down in the Order No.18672 Dt.31.07.2010 of RCS, Odisha, Bhubaneswar. xyxy=(10,1284,365,1305)
ad-eligibility-point: 1. The candidate must be a permanent resident of the area of operation of G. S. Dunguripali PACS. xyxy=(385,776,740,798)
ad-note: N.B: i) Application received after stipulated date and time or incomplete application shall not be entertained. xyxy=(385,1346,740,1367)
ad-eligibility-point: 3. The candidate must be Graduate in any discipline from any recognized University with computer proficiency. xyxy=(760,1232,1115,1254)
ad-eligibility-point: 4. Additional points shall be given to the candidates having HDCM /M.COM /M.A/ M.Sc/ M.B.A/ LLM/MCA/ BBA/ BCA/ Diploma in Cooperative Management and Computer Application from a recognized University/Institution. xyxy=(760,1253,1115,1284)
ad-eligibility-point: 3. The candidate must be Graduate in any discipline from any recognized University with computer proficiency. xyxy=(385,1232,740,1254)
ad-order-line: By Order of the Management In Charge xyxy=(205,2259,365,2269)
ad-title: AGRICULTURE CREDIT COOPERATIVE SOCIETY LTD. xyxy=(782,1486,1093,1501)
ad-address: At- Gudvella ,Po- Gudvella, Dist- Bolangir Regd.No.87/B / Dt.07.02.1955 xyxy=(43,1076,332,1087)
news-column: ଚିକିତ୍ସିତ ପରିଚାଳନା ନିର୍ଦ୍ଦେଶକ ଭାବେ ନିଯୁକ୍ତ କରାଯାଇଛି । ତିନି ଓଏଏସ୍ ଅଫିସର ଛୁଟିରୁ ଫେରିବା ପରେ ଅତିରିକ୍ତ ସଚିବ ଭାବେ ଓଡ଼ିଶା ଉଚ୍ଚ ଶିକ୍ଷା ଓ ଗଣିତ xyxy=(454,81,672,143)
ad-pay-scale: Scale of Pay:- Rs. 5200-20200 with Grade Pay-Rs.1900 subject to fulfillment of conditions as laid down in the Order No.18672 Dt.31.07.2010 of RCS, Odisha, Bhubaneswar. xyxy=(10,859,365,880)
ad-order-line: By Order of the Management In Charge xyxy=(1330,2259,1490,2269)
ad-eligibility-point: 2. The candidate outside the area of operation of the Society but within the area of the Block concerned may apply for the post, but their candidature can only be considered if no eligible candidate is found from the area of operation of the Society. xyxy=(10,1636,365,1668)
ad-signature: Sd/- Secretary, BurobhadiPACS Ltd xyxy=(970,2271,1115,2282)
registration-bar xyxy=(470,2324,530,2330)
ad-title: AGRICULTURE CREDIT COOPERATIVE SOCIETY LTD. xyxy=(407,1911,718,1926)
ad-title: AGRICULTURE CREDIT COOPERATIVE SOCIETY LTD. xyxy=(1157,213,1468,227)
ad-note: N.B: i) Application received after stipulated date and time or incomplete application shall not be entertained. xyxy=(1135,921,1490,942)
ad-address: At - Patharla, Po- Patharla, Dist- Bolangir Regd.No.10/B / Dt.27.02.1971 xyxy=(1169,1076,1456,1087)
ad-eligibility-point: 1. The candidate must be a permanent resident of the area of operation of Jamgaon PACS. xyxy=(1135,766,1482,777)
ad-note: ii) The employee shall be bound to furnish security according to such standard and such form as may be prescribed by the management of the Society from time to time. xyxy=(385,1366,740,1387)
ad-circle: Under ARCS Bolangir Circle, Bolangir xyxy=(860,661,1015,672)
ad-eligibility-point: 2. The candidate outside the area of operation of the Society but within the area of the Block concerned may apply for the post, but their candidature can only be considered if no eligible candidate is found from the area of operation of the Society. xyxy=(1135,2051,1490,2082)
ad-note: N.B: i) Application received after stipulated date and time or incomplete application shall not be entertained. xyxy=(760,496,1115,518)
ad-address: At - Nagaon-B, Po- Nagaon-B, Dist- Bolangir Regd.No.122/SPR / Dt.08.11.1971 xyxy=(779,1925,1096,1936)
ad-title: OFFICE OF THE GHUNA PRIMARY xyxy=(89,200,286,214)
ad-circle: Under ARCS, Bolangir Circle, Bolangir xyxy=(109,661,266,672)
ad-eligibility-point: 4. Additional points shall be given to the candidates having HDCM /M.COM /M.A/ M.Sc/ M.B.A/ LLM/MCA/ BBA/ BCA/ Diploma in Cooperative Management and Computer Application from a recognized University/Institution. xyxy=(1135,1677,1490,1709)
ad-intro: One Post of Secretary of Gudvella PACS Ltd to be filled up by Direct Recruitment on mark basis. Application form can be obtained in person from the office of the Gudvella PACS Ltd At- Gudvella on payment of Rs.100/- from Dt.01.03.2014 to 15.03.2014 during 11 AM to 2 PM (except holidays). The duly filled in application along with required documents and money receipt should be submitted in the office of the ARCS Bolangir Circle, Bolangir At/Po-Bolangir in person and obtain the acknowledgement receipt latest by 5:00 pm of Dt.15.03.2014 during 11AM to 5PM. xyxy=(10,1109,365,1181)
ad-note: ii) The employee shall be bound to furnish security according to such standard and such form as may be prescribed by the management of the Society from time to time. xyxy=(1135,517,1490,538)
ad-eligibility-title: Eligibility and Educational Qualification xyxy=(385,1181,547,1192)
ad-eligibility-point: 2. The candidate outside the area of operation of the Society but within the area of the Block concerned may apply for the post, but their candidature can only be considered if no eligible candidate is found from the area of operation of the Society. xyxy=(1135,1626,1490,1658)
ad-note: N.B: i) Application received after stipulated date and time or incomplete application shall not be entertained. xyxy=(385,1770,740,1791)
ad-eligibility-point: 1. The candidate must be a permanent resident of the area of operation of Puintala PACS. xyxy=(1135,2040,1478,2051)
ad-signature: Sd/- Secretary, BendraPACS Ltd xyxy=(984,1846,1115,1857)
ad-eligibility-point: 3. The candidate must be Graduate in any discipline from any recognized University with computer proficiency. xyxy=(10,1667,365,1688)
ad-title: OFFICE OF THE PATUAPALI PRIMARY xyxy=(1203,1473,1422,1488)
ad-eligibility-point: 3. The candidate must be Graduate in any discipline from any recognized University with computer proficiency. xyxy=(1135,1657,1490,1678)
ad-kind: ADVERTISEMENT xyxy=(504,1095,621,1110)
news-headline-right-line1: ମୁଖ୍ୟମନ୍ତ୍ରୀଙ୍କ ଅଭିଯୋଗ xyxy=(1172,23,1458,54)
ad-note: ii) The employee shall be bound to furnish security according to such standard and such form as may be prescribed by the management of the Society from time to time. xyxy=(760,1791,1115,1812)
ad-note: iii) The management of the Society reserves all rights to amend/alter/cancel/ the recruitment process at any time without assigning any reason there of. xyxy=(760,538,1115,559)
ad-title: AGRICULTURE CREDIT COOPERATIVE SOCIETY LTD. xyxy=(782,637,1093,652)
ad-note: iii) The management of the Society reserves all rights to amend/alter/cancel/ the recruitment process at any time without assigning any reason there of. xyxy=(760,1387,1115,1408)
ad-eligibility-point: 3. The candidate must be Graduate in any discipline from any recognized University with computer proficiency. xyxy=(10,808,365,829)
black-dot xyxy=(758,2323,766,2331)
ad-eligibility-point: 3. The candidate must be Graduate in any discipline from any recognized University with computer proficiency. xyxy=(385,2081,740,2103)
ad-title: OFFICE OF THE NAGAON PRIMARY xyxy=(834,1049,1041,1064)
ad-address: At - Puintala, Po- Puintala, Dist- Bolangir, Regd.No.21/B / Dt.28.06.1971 xyxy=(1168,1925,1457,1936)
ad-note: ii) The employee shall be bound to furnish security according to such standard and such form as may be prescribed by the management of the Society from time to time. xyxy=(760,2215,1115,2237)
ad-kind: ADVERTISEMENT xyxy=(129,1519,246,1534)
ad-address: At-Bandhapada ,Po- Bandhapada, Dist- Bolangir Regd.No.95/B / Dt.02.07.1955 xyxy=(28,1500,347,1511)
ad-address: At- Ghuna, Po- Ghuna, Dist- Bolangir Regd.No.133/B/ Dt.16.02.1955 xyxy=(50,227,325,237)
ad-eligibility-title: Eligibility and Educational Qualification xyxy=(760,1605,922,1616)
ad-intro: One Post of Secretary of Daspur PACS Ltd to be filled up by Direct Recruitment on mark basis. Application form can be obtained in person from the office of the Daspur PACS Ltd At- Daspur on payment of Rs.100/- from Dt.01.03.2014 to 15.03.2014 during 11 AM to 2 PM (except holidays). The duly filled in application along with required documents and money receipt should be submitted in the office of the ARCS Bolangir Circle, Bolangir At/Po-Bolangir in person and obtain the acknowledgement receipt latest by 5:00 pm of Dt.15.03.2014 during 11AM to 5PM. xyxy=(1135,260,1490,332)
ad-eligibility-point: 3. The candidate must be Graduate in any discipline from any recognized University with computer proficiency. xyxy=(10,383,365,404)
ad-order-line: By Order of the Management In Charge xyxy=(955,1834,1115,1845)
ad-circle: Under ARCS, Bolangir Circle, Bolangir xyxy=(1234,661,1391,672)
ad-kind: ADVERTISEMENT xyxy=(1254,1095,1371,1110)
ad-eligibility-point: 1. The candidate must be a permanent resident of the area of operation of Badtika PACS. xyxy=(760,342,1100,353)
ad-note: N.B: i) Application received after stipulated date and time or incomplete application shall not be entertained. xyxy=(10,2195,365,2216)
ad-note: iii) The management of the Society reserves all rights to amend/alter/cancel/ the recruitment process at any time without assigning any reason there of. xyxy=(10,1822,365,1843)
ad-circle: Under ARCS Bolangir Circle, Bolangir xyxy=(1235,1086,1390,1097)
advertisement-box xyxy=(754,1046,1121,1459)
ad-age-limit: Age:- A candidate must not be less than 21 years or more than 32 years of age as on Dt. 01.04.2014. The upper age limit shall be 35 years in respect of candidates belonging to SC/ST/OBC including SEBC, Ex-Serviceman. The upper age limit shall be 45 years in respect of candidates employed in any Cooperative Societies. xyxy=(760,2154,1115,2195)
ad-order-line: By Order of the Management In Charge xyxy=(955,1409,1115,1420)
ad-eligibility-point: 3. The candidate must be Graduate in any discipline from any recognized University with computer proficiency. xyxy=(10,1232,365,1254)
advertisement-box xyxy=(379,1471,746,1884)
ad-address: At -Patuapali, Po- Patuapali, Dist- Bolangir Regd.No.77/B / Dt.10.12.1955 xyxy=(1166,1500,1459,1511)
masthead xyxy=(0,0,1500,18)
ad-order-line: By Order of the Management In Charge xyxy=(955,985,1115,996)
